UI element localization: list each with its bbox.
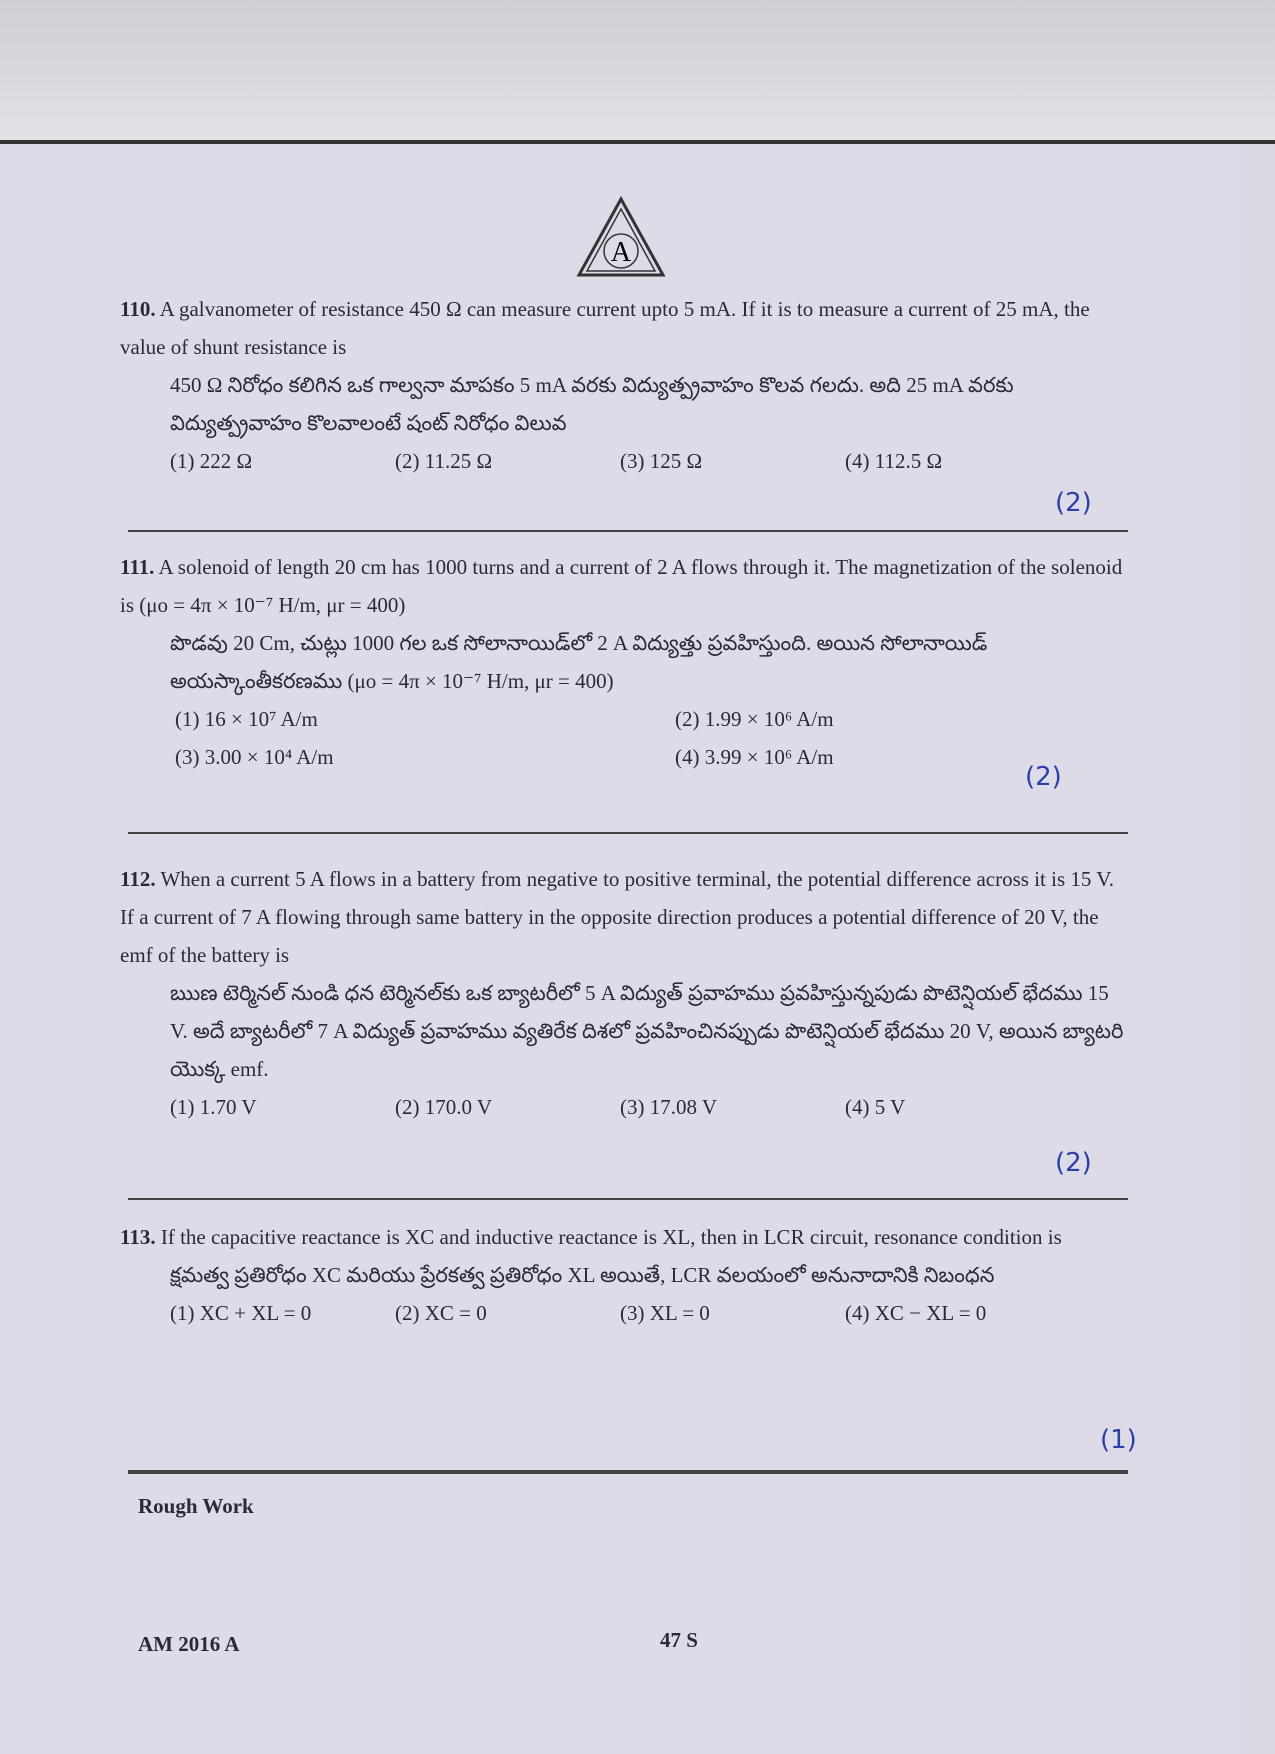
question-text-te: క్షమత్వ ప్రతిరోధం XC మరియు ప్రేరకత్వ ప్రతిరోధం XL అయితే, LCR వలయంలో అనునాదానికి నిబంధన xyxy=(170,1263,995,1287)
divider xyxy=(128,1198,1128,1200)
option-2: (2) 11.25 Ω xyxy=(395,449,493,473)
scan-top-edge xyxy=(0,0,1275,144)
handwritten-answer: (2) xyxy=(1025,762,1062,792)
divider xyxy=(128,530,1128,532)
option-4: (4) 112.5 Ω xyxy=(845,449,943,473)
option-3: (3) 17.08 V xyxy=(620,1095,718,1119)
question-text-en: When a current 5 A flows in a battery from negative to positive terminal, the potential difference across it is 15 V. If a current of 7 A flowing through same battery in the opposite direction produces a potential difference of 20 V, the emf of the battery is xyxy=(120,867,1114,967)
rough-work-divider xyxy=(128,1470,1128,1474)
option-4: (4) XC − XL = 0 xyxy=(845,1301,987,1325)
option-2: (2) 1.99 × 10⁶ A/m xyxy=(675,707,834,731)
question-text-en: A solenoid of length 20 cm has 1000 turns and a current of 2 A flows through it. The magnetization of the solenoid is (μo = 4π × 10⁻⁷ H/m, μr = 400) xyxy=(120,555,1123,617)
question-number: 111. xyxy=(120,555,155,579)
question-number: 113. xyxy=(120,1225,156,1249)
option-2: (2) 170.0 V xyxy=(395,1095,493,1119)
question-text-en: A galvanometer of resistance 450 Ω can measure current upto 5 mA. If it is to measure a current of 25 mA, the value of shunt resistance is xyxy=(120,297,1090,359)
option-1: (1) 222 Ω xyxy=(170,449,253,473)
question-text-en: If the capacitive reactance is XC and inductive reactance is XL, then in LCR circuit, resonance condition is xyxy=(160,1225,1062,1249)
option-3: (3) XL = 0 xyxy=(620,1301,710,1325)
option-3: (3) 125 Ω xyxy=(620,449,703,473)
question-text-te: పొడవు 20 Cm, చుట్లు 1000 గల ఒక సోలానాయిడ్‌లో 2 A విద్యుత్తు ప్రవహిస్తుంది. అయిన సోలానాయిడ్ అయస్కాంతీకరణము (μo = 4π × 10⁻⁷ H/m, μr = 400) xyxy=(170,631,988,693)
option-4: (4) 3.99 × 10⁶ A/m xyxy=(675,745,834,769)
option-4: (4) 5 V xyxy=(845,1095,906,1119)
question-text-te: ఋణ టెర్మినల్ నుండి ధన టెర్మినల్‌కు ఒక బ్యాటరీలో 5 A విద్యుత్ ప్రవాహము ప్రవహిస్తున్నపుడు పొటెన్షియల్ భేదము 15 V. అదే బ్యాటరీలో 7 A విద్యుత్ ప్రవాహము వ్యతిరేక దిశలో ప్రవహించినప్పుడు పొటెన్షియల్ భేదము 20 V, అయిన బ్యాటరి యొక్క emf. xyxy=(170,981,1124,1081)
question-112 xyxy=(120,860,1130,1126)
option-1: (1) 1.70 V xyxy=(170,1095,257,1119)
option-1: (1) XC + XL = 0 xyxy=(170,1301,312,1325)
booklet-code: AM 2016 A xyxy=(138,1632,240,1656)
handwritten-answer: (1) xyxy=(1100,1425,1137,1455)
question-111 xyxy=(120,548,1130,776)
handwritten-answer: (2) xyxy=(1055,1148,1092,1178)
question-113 xyxy=(120,1218,1130,1332)
divider xyxy=(128,832,1128,834)
page-number: 47 S xyxy=(660,1628,698,1652)
option-1: (1) 16 × 10⁷ A/m xyxy=(175,707,318,731)
rough-work-label: Rough Work xyxy=(138,1494,254,1518)
option-2: (2) XC = 0 xyxy=(395,1301,487,1325)
handwritten-answer: (2) xyxy=(1055,488,1092,518)
question-text-te: 450 Ω నిరోధం కలిగిన ఒక గాల్వనా మాపకం 5 mA వరకు విద్యుత్ప్రవాహం కొలవ గలదు. అది 25 mA వరకు విద్యుత్ప్రవాహం కొలవాలంటే షంట్ నిరోధం విలువ xyxy=(170,373,1014,435)
question-110 xyxy=(120,290,1130,480)
question-number: 112. xyxy=(120,867,156,891)
question-number: 110. xyxy=(120,297,156,321)
booklet-code-logo xyxy=(575,195,667,284)
option-3: (3) 3.00 × 10⁴ A/m xyxy=(175,745,334,769)
svg-text:A: A xyxy=(610,237,632,268)
